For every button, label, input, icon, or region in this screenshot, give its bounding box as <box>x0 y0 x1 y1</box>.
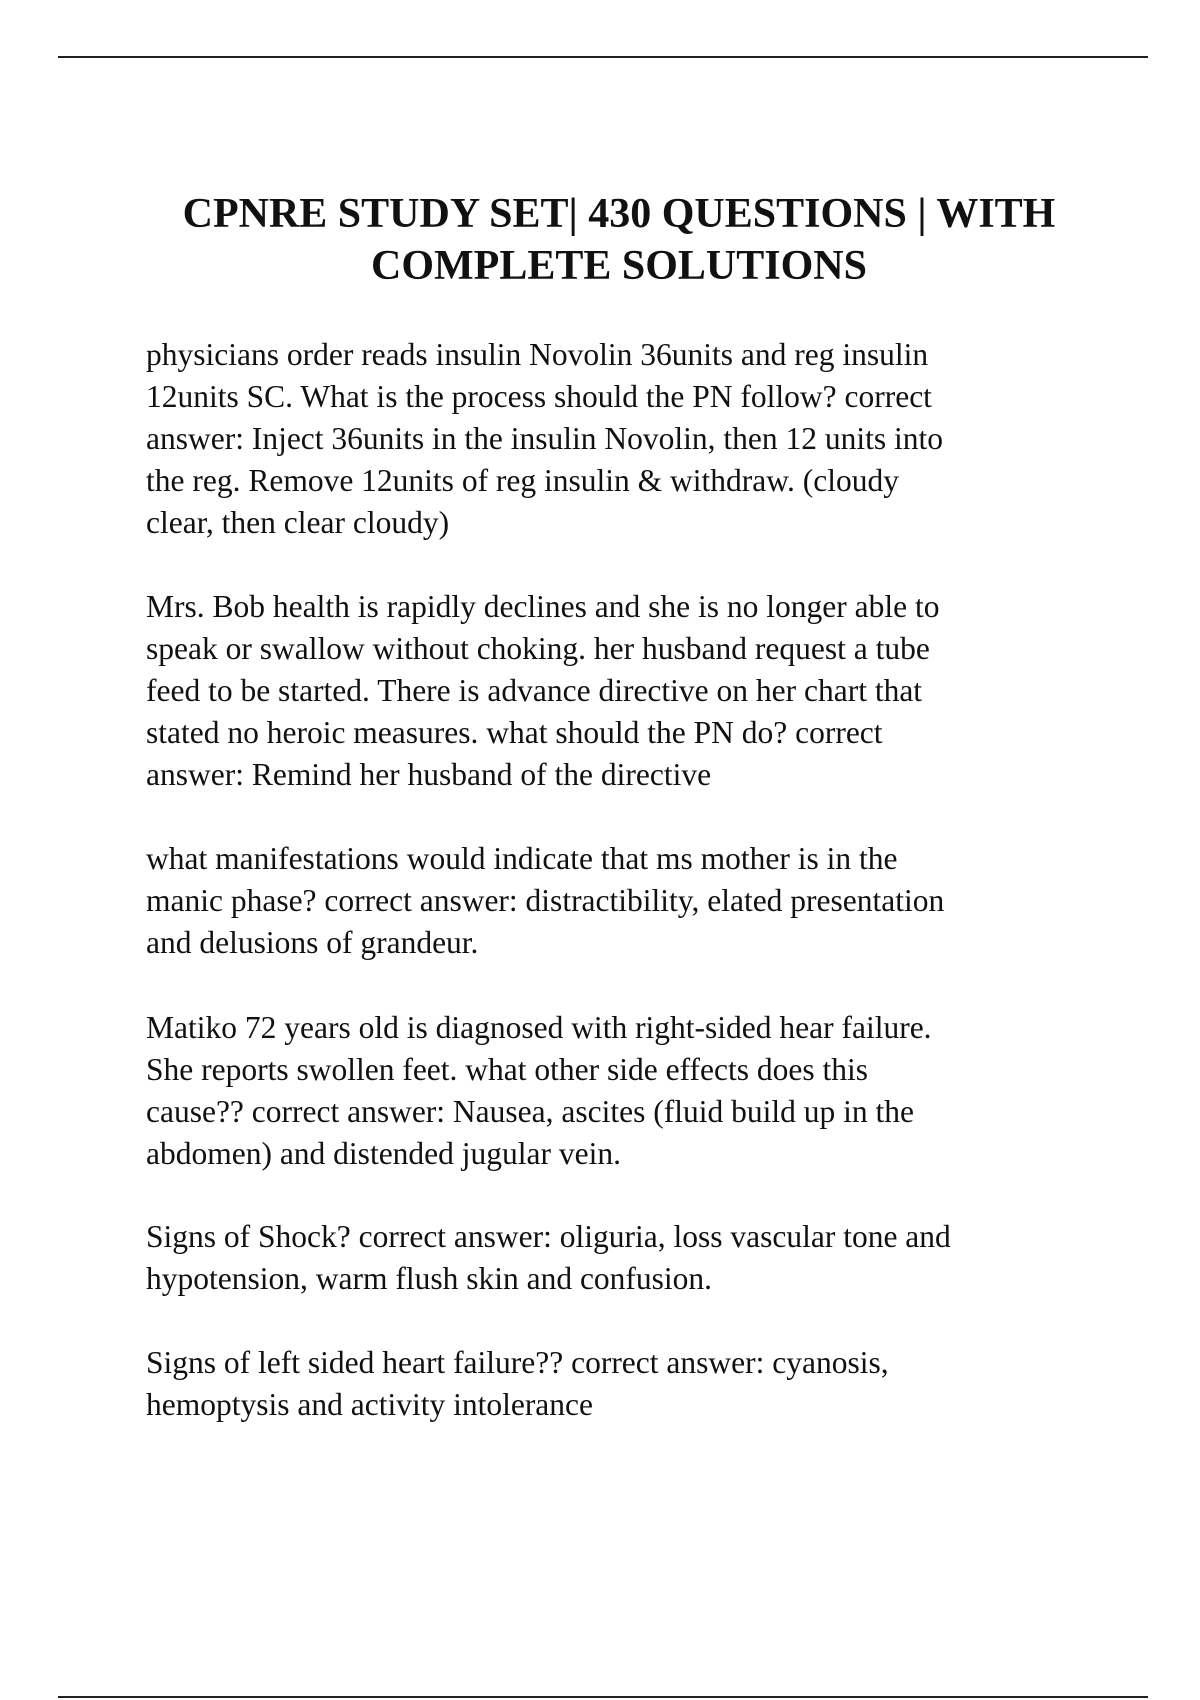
qa-paragraph-advance-directive <box>146 586 939 796</box>
text-line: stated no heroic measures. what should the PN do? correct <box>146 715 883 750</box>
text-line: answer: Remind her husband of the directive <box>146 757 712 792</box>
header-rule <box>58 56 1148 58</box>
text-line: 12units SC. What is the process should the PN follow? correct <box>146 379 932 414</box>
text-line: feed to be started. There is advance directive on her chart that <box>146 673 923 708</box>
footer-rule <box>58 1696 1148 1698</box>
title-line: COMPLETE SOLUTIONS <box>371 243 867 289</box>
text-line: hemoptysis and activity intolerance <box>146 1387 593 1422</box>
text-line: She reports swollen feet. what other side effects does this <box>146 1052 868 1087</box>
text-line: what manifestations would indicate that ms mother is in the <box>146 841 898 876</box>
text-line: answer: Inject 36units in the insulin Novolin, then 12 units into <box>146 421 944 456</box>
title-line: CPNRE STUDY SET| 430 QUESTIONS | WITH <box>182 191 1056 237</box>
text-line: manic phase? correct answer: distractibility, elated presentation <box>146 883 945 918</box>
qa-paragraph-shock <box>146 1216 951 1300</box>
text-line: and delusions of grandeur. <box>146 925 479 960</box>
text-line: the reg. Remove 12units of reg insulin & withdraw. (cloudy <box>146 463 899 498</box>
qa-paragraph-insulin <box>146 334 943 544</box>
text-line: Signs of left sided heart failure?? correct answer: cyanosis, <box>146 1345 889 1380</box>
text-line: abdomen) and distended jugular vein. <box>146 1136 621 1171</box>
text-line: Mrs. Bob health is rapidly declines and she is no longer able to <box>146 589 940 624</box>
qa-paragraph-manic-phase <box>146 838 944 964</box>
qa-paragraph-left-heart-failure <box>146 1342 889 1426</box>
text-line: Signs of Shock? correct answer: oliguria, loss vascular tone and <box>146 1219 951 1254</box>
text-line: physicians order reads insulin Novolin 36units and reg insulin <box>146 337 929 372</box>
text-line: hypotension, warm flush skin and confusion. <box>146 1261 713 1296</box>
qa-paragraph-right-heart-failure <box>146 1007 932 1175</box>
text-line: Matiko 72 years old is diagnosed with right-sided hear failure. <box>146 1010 932 1045</box>
text-line: cause?? correct answer: Nausea, ascites (fluid build up in the <box>146 1094 914 1129</box>
text-line: clear, then clear cloudy) <box>146 505 450 540</box>
text-line: speak or swallow without choking. her husband request a tube <box>146 631 930 666</box>
document-title <box>0 188 1200 292</box>
